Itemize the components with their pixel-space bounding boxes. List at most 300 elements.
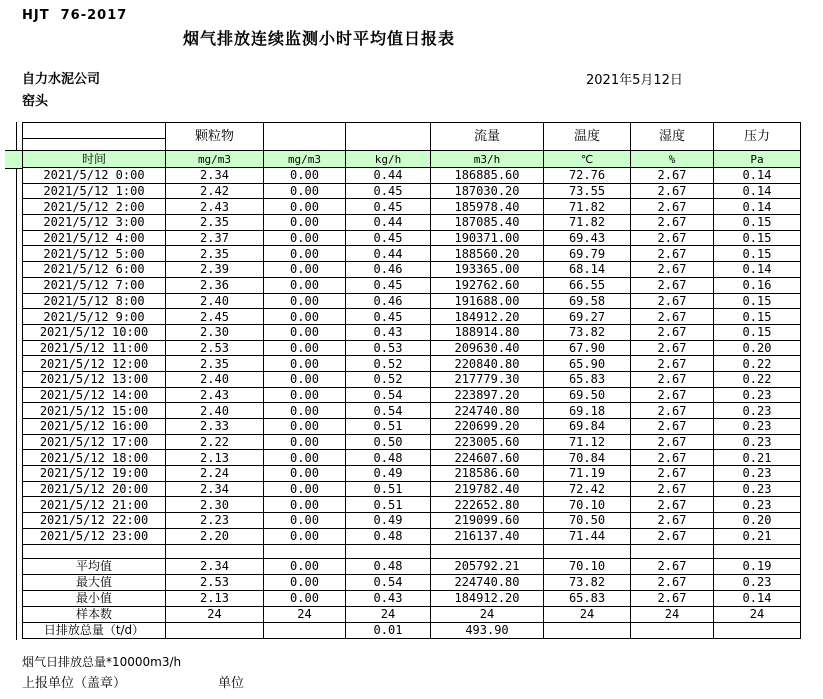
summary-value-cell: 493.90 (431, 622, 544, 638)
value-cell: 0.16 (714, 277, 801, 293)
time-cell: 2021/5/12 13:00 (23, 371, 166, 387)
value-cell: 2.67 (631, 309, 714, 325)
value-cell: 0.20 (714, 513, 801, 529)
table-row (23, 277, 801, 293)
empty-cell (544, 544, 631, 558)
summary-row (23, 606, 801, 622)
value-cell: 0.14 (714, 262, 801, 278)
value-cell: 219782.40 (431, 481, 544, 497)
value-cell: 70.84 (544, 450, 631, 466)
table-row (23, 356, 801, 372)
table-row (23, 168, 801, 184)
table-row (23, 230, 801, 246)
value-cell: 2.67 (631, 246, 714, 262)
empty-cell (166, 544, 264, 558)
value-cell: 0.00 (264, 168, 346, 184)
value-cell: 2.67 (631, 183, 714, 199)
time-cell: 2021/5/12 4:00 (23, 230, 166, 246)
summary-row (23, 622, 801, 638)
value-cell: 220840.80 (431, 356, 544, 372)
value-cell: 2.35 (166, 356, 264, 372)
value-cell: 2.67 (631, 293, 714, 309)
summary-value-cell: 24 (166, 606, 264, 622)
value-cell: 0.45 (346, 183, 431, 199)
value-cell: 0.00 (264, 434, 346, 450)
value-cell: 2.67 (631, 419, 714, 435)
value-cell: 0.00 (264, 450, 346, 466)
value-cell: 69.18 (544, 403, 631, 419)
value-cell: 0.44 (346, 168, 431, 184)
summary-value-cell: 224740.80 (431, 574, 544, 590)
value-cell: 2.33 (166, 419, 264, 435)
summary-value-cell: 184912.20 (431, 590, 544, 606)
time-cell: 2021/5/12 5:00 (23, 246, 166, 262)
value-cell: 0.15 (714, 324, 801, 340)
summary-value-cell: 0.00 (264, 590, 346, 606)
summary-value-cell: 24 (631, 606, 714, 622)
value-cell: 2.13 (166, 450, 264, 466)
time-label-cell: 时间 (23, 151, 166, 168)
summary-value-cell: 24 (431, 606, 544, 622)
value-cell: 2.43 (166, 199, 264, 215)
table-row (23, 434, 801, 450)
summary-row (23, 590, 801, 606)
footer-unit-label: 单位 (218, 676, 245, 691)
value-cell: 0.45 (346, 309, 431, 325)
summary-row (23, 558, 801, 574)
value-cell: 2.23 (166, 513, 264, 529)
value-cell: 0.00 (264, 481, 346, 497)
value-cell: 65.83 (544, 371, 631, 387)
value-cell: 2.67 (631, 277, 714, 293)
value-cell: 2.67 (631, 199, 714, 215)
time-cell: 2021/5/12 2:00 (23, 199, 166, 215)
summary-value-cell: 0.48 (346, 558, 431, 574)
value-cell: 0.14 (714, 199, 801, 215)
value-cell: 2.67 (631, 513, 714, 529)
group-header-row (23, 123, 801, 139)
value-cell: 0.00 (264, 513, 346, 529)
value-cell: 218586.60 (431, 466, 544, 482)
summary-value-cell: 0.00 (264, 558, 346, 574)
summary-value-cell (714, 622, 801, 638)
value-cell: 220699.20 (431, 419, 544, 435)
value-cell: 0.54 (346, 403, 431, 419)
value-cell: 71.19 (544, 466, 631, 482)
value-cell: 69.58 (544, 293, 631, 309)
time-cell: 2021/5/12 7:00 (23, 277, 166, 293)
value-cell: 0.45 (346, 199, 431, 215)
summary-value-cell: 24 (264, 606, 346, 622)
value-cell: 71.82 (544, 199, 631, 215)
summary-value-cell: 2.67 (631, 574, 714, 590)
unit-cell: m3/h (431, 151, 544, 168)
summary-value-cell: 0.54 (346, 574, 431, 590)
value-cell: 0.15 (714, 246, 801, 262)
footer-flow-total-note: 烟气日排放总量*10000m3/h (22, 655, 182, 669)
col-header-temperature: 温度 (544, 123, 631, 151)
time-cell: 2021/5/12 9:00 (23, 309, 166, 325)
value-cell: 72.42 (544, 481, 631, 497)
value-cell: 0.00 (264, 309, 346, 325)
green-row-left-extension (5, 150, 23, 169)
page-title: 烟气排放连续监测小时平均值日报表 (183, 29, 456, 48)
value-cell: 185978.40 (431, 199, 544, 215)
unit-cell: mg/m3 (264, 151, 346, 168)
value-cell: 0.54 (346, 387, 431, 403)
table-row (23, 293, 801, 309)
value-cell: 0.15 (714, 230, 801, 246)
value-cell: 2.20 (166, 528, 264, 544)
time-cell: 2021/5/12 17:00 (23, 434, 166, 450)
value-cell: 187085.40 (431, 215, 544, 231)
value-cell: 2.30 (166, 497, 264, 513)
table-row (23, 450, 801, 466)
unit-cell: Pa (714, 151, 801, 168)
value-cell: 0.51 (346, 481, 431, 497)
col-header-blank-2 (346, 123, 431, 151)
value-cell: 209630.40 (431, 340, 544, 356)
table-row (23, 419, 801, 435)
value-cell: 217779.30 (431, 371, 544, 387)
summary-value-cell: 24 (346, 606, 431, 622)
empty-cell (431, 544, 544, 558)
empty-cell (714, 544, 801, 558)
value-cell: 2.67 (631, 481, 714, 497)
value-cell: 2.40 (166, 293, 264, 309)
time-cell: 2021/5/12 18:00 (23, 450, 166, 466)
summary-value-cell: 2.13 (166, 590, 264, 606)
time-cell: 2021/5/12 19:00 (23, 466, 166, 482)
value-cell: 2.67 (631, 356, 714, 372)
table-body (23, 168, 801, 639)
table-row (23, 466, 801, 482)
summary-value-cell: 24 (714, 606, 801, 622)
value-cell: 0.48 (346, 528, 431, 544)
time-cell: 2021/5/12 10:00 (23, 324, 166, 340)
value-cell: 69.43 (544, 230, 631, 246)
value-cell: 66.55 (544, 277, 631, 293)
table-row (23, 262, 801, 278)
summary-value-cell: 0.19 (714, 558, 801, 574)
value-cell: 2.67 (631, 262, 714, 278)
value-cell: 216137.40 (431, 528, 544, 544)
value-cell: 0.51 (346, 419, 431, 435)
table-row (23, 340, 801, 356)
value-cell: 71.82 (544, 215, 631, 231)
value-cell: 2.67 (631, 168, 714, 184)
table-row (23, 246, 801, 262)
value-cell: 222652.80 (431, 497, 544, 513)
value-cell: 0.14 (714, 183, 801, 199)
table-row (23, 528, 801, 544)
summary-value-cell: 70.10 (544, 558, 631, 574)
col-header-particulate: 颗粒物 (166, 123, 264, 151)
value-cell: 69.84 (544, 419, 631, 435)
summary-value-cell (544, 622, 631, 638)
value-cell: 2.53 (166, 340, 264, 356)
table-row (23, 199, 801, 215)
value-cell: 2.35 (166, 246, 264, 262)
value-cell: 0.00 (264, 497, 346, 513)
value-cell: 0.15 (714, 293, 801, 309)
value-cell: 73.82 (544, 324, 631, 340)
value-cell: 0.23 (714, 466, 801, 482)
time-cell: 2021/5/12 23:00 (23, 528, 166, 544)
value-cell: 0.00 (264, 324, 346, 340)
value-cell: 0.23 (714, 387, 801, 403)
value-cell: 0.23 (714, 497, 801, 513)
summary-value-cell: 2.53 (166, 574, 264, 590)
value-cell: 0.15 (714, 309, 801, 325)
col-header-blank-1 (264, 123, 346, 151)
time-header-bottom-cell (23, 139, 166, 151)
value-cell: 0.23 (714, 419, 801, 435)
standard-code: HJT 76-2017 (22, 8, 128, 23)
value-cell: 2.39 (166, 262, 264, 278)
summary-label-cell: 样本数 (23, 606, 166, 622)
summary-value-cell (631, 622, 714, 638)
time-cell: 2021/5/12 16:00 (23, 419, 166, 435)
value-cell: 0.00 (264, 215, 346, 231)
summary-label-cell: 最小值 (23, 590, 166, 606)
summary-value-cell: 24 (544, 606, 631, 622)
summary-value-cell: 73.82 (544, 574, 631, 590)
value-cell: 0.00 (264, 528, 346, 544)
value-cell: 2.35 (166, 215, 264, 231)
value-cell: 2.42 (166, 183, 264, 199)
value-cell: 223897.20 (431, 387, 544, 403)
value-cell: 2.43 (166, 387, 264, 403)
value-cell: 2.67 (631, 387, 714, 403)
value-cell: 70.50 (544, 513, 631, 529)
value-cell: 2.34 (166, 168, 264, 184)
value-cell: 190371.00 (431, 230, 544, 246)
value-cell: 0.23 (714, 403, 801, 419)
value-cell: 0.00 (264, 293, 346, 309)
value-cell: 73.55 (544, 183, 631, 199)
value-cell: 69.27 (544, 309, 631, 325)
value-cell: 2.24 (166, 466, 264, 482)
summary-label-cell: 最大值 (23, 574, 166, 590)
value-cell: 71.44 (544, 528, 631, 544)
time-cell: 2021/5/12 14:00 (23, 387, 166, 403)
table-row (23, 309, 801, 325)
summary-value-cell: 0.01 (346, 622, 431, 638)
value-cell: 0.23 (714, 481, 801, 497)
value-cell: 224740.80 (431, 403, 544, 419)
value-cell: 191688.00 (431, 293, 544, 309)
table-row (23, 497, 801, 513)
unit-cell: kg/h (346, 151, 431, 168)
value-cell: 0.00 (264, 183, 346, 199)
value-cell: 192762.60 (431, 277, 544, 293)
value-cell: 223005.60 (431, 434, 544, 450)
table-row (23, 371, 801, 387)
value-cell: 0.00 (264, 419, 346, 435)
left-margin-line (16, 122, 17, 640)
summary-value-cell: 0.43 (346, 590, 431, 606)
value-cell: 0.00 (264, 403, 346, 419)
summary-value-cell (166, 622, 264, 638)
summary-label-cell: 平均值 (23, 558, 166, 574)
unit-cell: % (631, 151, 714, 168)
unit-cell: ℃ (544, 151, 631, 168)
value-cell: 2.67 (631, 466, 714, 482)
time-cell: 2021/5/12 15:00 (23, 403, 166, 419)
value-cell: 187030.20 (431, 183, 544, 199)
summary-value-cell: 2.34 (166, 558, 264, 574)
unit-header-row (23, 151, 801, 168)
value-cell: 2.45 (166, 309, 264, 325)
summary-value-cell: 0.14 (714, 590, 801, 606)
value-cell: 0.23 (714, 434, 801, 450)
value-cell: 0.44 (346, 215, 431, 231)
col-header-pressure: 压力 (714, 123, 801, 151)
time-cell: 2021/5/12 21:00 (23, 497, 166, 513)
value-cell: 2.36 (166, 277, 264, 293)
time-cell: 2021/5/12 11:00 (23, 340, 166, 356)
col-header-flow: 流量 (431, 123, 544, 151)
empty-cell (631, 544, 714, 558)
value-cell: 70.10 (544, 497, 631, 513)
company-name: 自力水泥公司 (22, 72, 101, 87)
value-cell: 0.21 (714, 528, 801, 544)
value-cell: 69.50 (544, 387, 631, 403)
value-cell: 0.44 (346, 246, 431, 262)
value-cell: 0.00 (264, 199, 346, 215)
footer-reporting-unit-label: 上报单位（盖章） (22, 676, 127, 691)
empty-cell (264, 544, 346, 558)
value-cell: 186885.60 (431, 168, 544, 184)
value-cell: 65.90 (544, 356, 631, 372)
value-cell: 2.67 (631, 528, 714, 544)
value-cell: 2.37 (166, 230, 264, 246)
report-date: 2021年5月12日 (586, 73, 683, 88)
value-cell: 2.22 (166, 434, 264, 450)
value-cell: 72.76 (544, 168, 631, 184)
value-cell: 2.40 (166, 371, 264, 387)
value-cell: 0.00 (264, 246, 346, 262)
value-cell: 184912.20 (431, 309, 544, 325)
table-row (23, 215, 801, 231)
summary-value-cell: 205792.21 (431, 558, 544, 574)
value-cell: 2.67 (631, 450, 714, 466)
empty-cell (346, 544, 431, 558)
value-cell: 0.15 (714, 215, 801, 231)
value-cell: 0.53 (346, 340, 431, 356)
value-cell: 0.48 (346, 450, 431, 466)
table-row (23, 324, 801, 340)
value-cell: 68.14 (544, 262, 631, 278)
value-cell: 0.50 (346, 434, 431, 450)
report-table (22, 122, 801, 639)
summary-value-cell: 2.67 (631, 558, 714, 574)
summary-value-cell: 2.67 (631, 590, 714, 606)
value-cell: 0.21 (714, 450, 801, 466)
value-cell: 0.00 (264, 277, 346, 293)
value-cell: 2.67 (631, 230, 714, 246)
value-cell: 2.67 (631, 403, 714, 419)
col-header-humidity: 湿度 (631, 123, 714, 151)
value-cell: 0.00 (264, 387, 346, 403)
value-cell: 0.45 (346, 230, 431, 246)
summary-value-cell: 0.00 (264, 574, 346, 590)
value-cell: 188560.20 (431, 246, 544, 262)
summary-value-cell: 0.23 (714, 574, 801, 590)
table-row (23, 513, 801, 529)
value-cell: 0.00 (264, 356, 346, 372)
value-cell: 193365.00 (431, 262, 544, 278)
time-cell: 2021/5/12 20:00 (23, 481, 166, 497)
value-cell: 2.40 (166, 403, 264, 419)
value-cell: 0.22 (714, 371, 801, 387)
value-cell: 2.67 (631, 371, 714, 387)
value-cell: 0.00 (264, 371, 346, 387)
value-cell: 67.90 (544, 340, 631, 356)
value-cell: 0.00 (264, 262, 346, 278)
value-cell: 2.67 (631, 497, 714, 513)
summary-value-cell: 65.83 (544, 590, 631, 606)
time-cell: 2021/5/12 12:00 (23, 356, 166, 372)
value-cell: 0.00 (264, 466, 346, 482)
value-cell: 71.12 (544, 434, 631, 450)
value-cell: 2.67 (631, 324, 714, 340)
empty-cell (23, 544, 166, 558)
value-cell: 2.67 (631, 434, 714, 450)
value-cell: 0.49 (346, 466, 431, 482)
value-cell: 0.20 (714, 340, 801, 356)
value-cell: 0.00 (264, 230, 346, 246)
time-cell: 2021/5/12 6:00 (23, 262, 166, 278)
unit-cell: mg/m3 (166, 151, 264, 168)
value-cell: 0.45 (346, 277, 431, 293)
time-cell: 2021/5/12 1:00 (23, 183, 166, 199)
time-cell: 2021/5/12 8:00 (23, 293, 166, 309)
value-cell: 0.52 (346, 371, 431, 387)
value-cell: 2.34 (166, 481, 264, 497)
value-cell: 0.51 (346, 497, 431, 513)
value-cell: 0.43 (346, 324, 431, 340)
summary-row (23, 574, 801, 590)
value-cell: 0.49 (346, 513, 431, 529)
value-cell: 0.00 (264, 340, 346, 356)
value-cell: 188914.80 (431, 324, 544, 340)
value-cell: 2.67 (631, 340, 714, 356)
value-cell: 0.52 (346, 356, 431, 372)
value-cell: 2.30 (166, 324, 264, 340)
value-cell: 0.46 (346, 262, 431, 278)
summary-value-cell (264, 622, 346, 638)
value-cell: 219099.60 (431, 513, 544, 529)
table-row (23, 387, 801, 403)
value-cell: 224607.60 (431, 450, 544, 466)
separator-row (23, 544, 801, 558)
time-cell: 2021/5/12 0:00 (23, 168, 166, 184)
table-row (23, 481, 801, 497)
table-row (23, 403, 801, 419)
summary-label-cell: 日排放总量（t/d） (23, 622, 166, 638)
value-cell: 0.22 (714, 356, 801, 372)
value-cell: 0.14 (714, 168, 801, 184)
monitoring-station: 窑头 (22, 94, 49, 109)
time-header-top-cell (23, 123, 166, 139)
value-cell: 2.67 (631, 215, 714, 231)
value-cell: 69.79 (544, 246, 631, 262)
time-cell: 2021/5/12 22:00 (23, 513, 166, 529)
value-cell: 0.46 (346, 293, 431, 309)
table-row (23, 183, 801, 199)
